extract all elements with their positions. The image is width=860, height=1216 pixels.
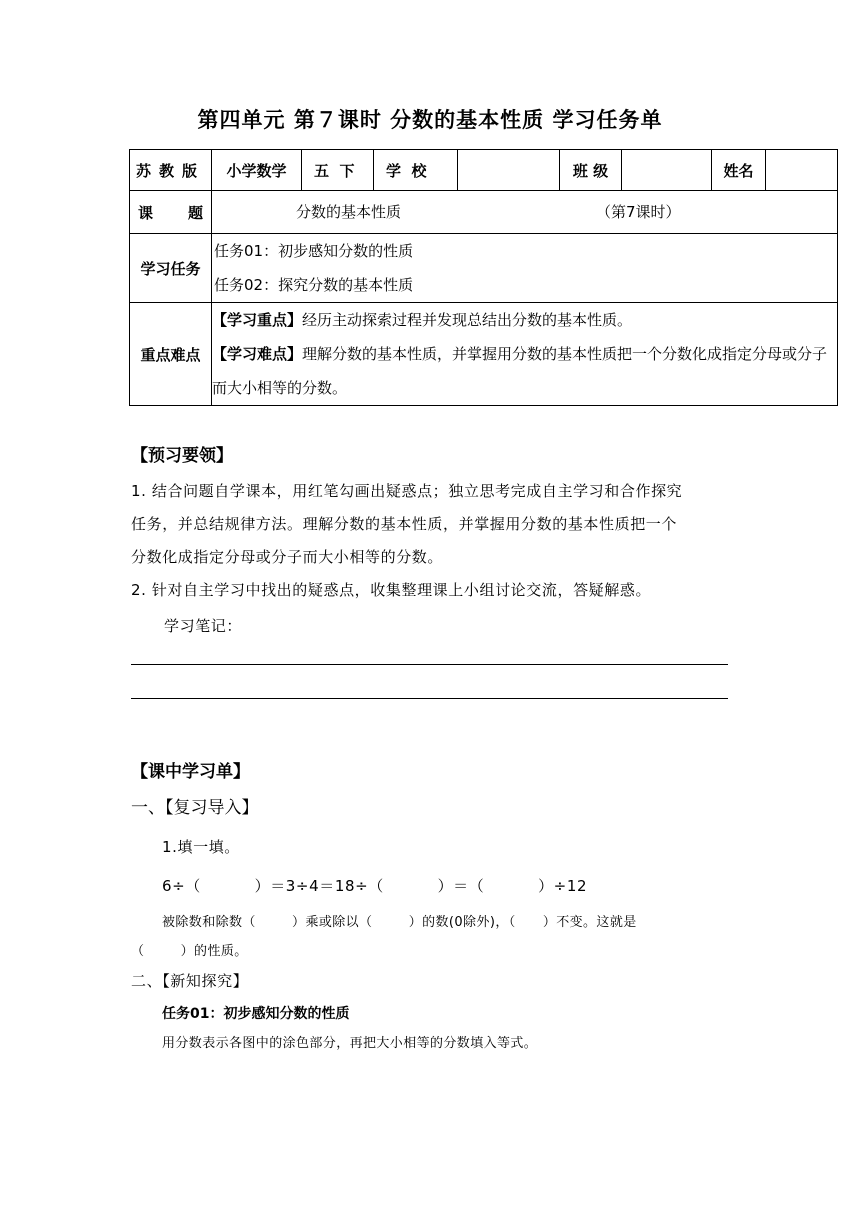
topic-cell	[212, 191, 838, 234]
fill-title: 1.填一填。	[162, 838, 240, 856]
topic-value: 分数的基本性质	[296, 203, 402, 221]
notes-line-1[interactable]	[131, 664, 728, 665]
focus-text: 经历主动探索过程并发现总结出分数的基本性质。	[302, 311, 633, 329]
review-heading: 一、【复习导入】	[131, 798, 259, 818]
task-item-2: 任务02：探究分数的基本性质	[214, 276, 414, 294]
lesson-number: （第7课时）	[596, 203, 681, 221]
keypoints-label: 重点难点	[130, 303, 212, 406]
school-value[interactable]	[458, 150, 560, 191]
tasks-cell	[212, 234, 838, 303]
task-1-instruction: 用分数表示各图中的涂色部分，再把大小相等的分数填入等式。	[162, 1036, 538, 1051]
notes-line-2[interactable]	[131, 698, 728, 699]
focus-tag: 【学习重点】	[212, 311, 303, 329]
page-title: 第四单元 第７课时 分数的基本性质 学习任务单	[197, 107, 663, 132]
topic-label: 课题	[130, 191, 212, 234]
task-1-title: 任务01：初步感知分数的性质	[162, 1006, 350, 1022]
tasks-label: 学习任务	[130, 234, 212, 303]
class-sheet-heading: 【课中学习单】	[131, 762, 250, 782]
class-value[interactable]	[622, 150, 712, 191]
name-label: 姓名	[712, 150, 766, 191]
grade-cell: 五 下	[302, 150, 374, 191]
difficulty-tag: 【学习难点】	[212, 345, 303, 363]
subject-cell: 小学数学	[212, 150, 302, 191]
preview-item-1-line-2: 任务，并总结规律方法。理解分数的基本性质，并掌握用分数的基本性质把一个	[131, 515, 678, 533]
notes-label: 学习笔记：	[164, 617, 243, 635]
preview-item-2: 2. 针对自主学习中找出的疑惑点，收集整理课上小组讨论交流，答疑解惑。	[131, 581, 652, 599]
equation: 6÷（ ）＝3÷4＝18÷（ ）＝（ ）÷12	[162, 877, 588, 895]
preview-item-1-line-1: 1. 结合问题自学课本，用红笔勾画出疑惑点；独立思考完成自主学习和合作探究	[131, 482, 683, 500]
property-line-2: （ ）的性质。	[131, 944, 248, 959]
class-label: 班 级	[560, 150, 622, 191]
name-value[interactable]	[766, 150, 838, 191]
publisher-cell: 苏教版	[130, 150, 212, 191]
difficulty-text: 理解分数的基本性质，并掌握用分数的基本性质把一个分数化成指定分母或分子而大小相等的分数。	[212, 345, 828, 397]
keypoints-cell	[212, 303, 838, 406]
explore-heading: 二、【新知探究】	[131, 972, 249, 990]
preview-heading: 【预习要领】	[131, 446, 233, 466]
task-item-1: 任务01：初步感知分数的性质	[214, 242, 414, 260]
info-table	[129, 149, 838, 406]
preview-item-1-line-3: 分数化成指定分母或分子而大小相等的分数。	[131, 548, 444, 566]
school-label: 学 校	[374, 150, 458, 191]
property-line-1: 被除数和除数（ ）乘或除以（ ）的数(0除外)，（ ）不变。这就是	[162, 915, 637, 930]
